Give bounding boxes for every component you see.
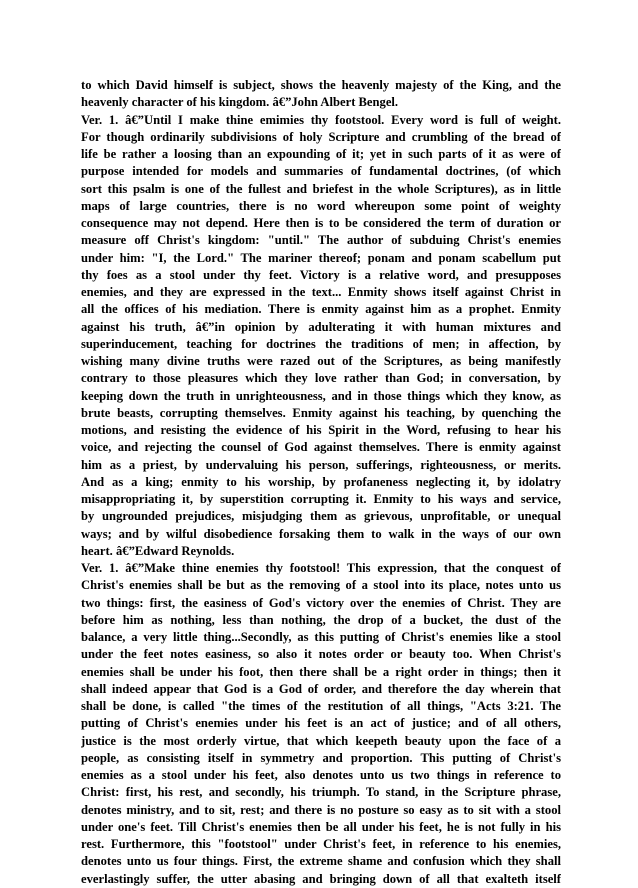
text-line: denotes ministry, and to sit, rest; and there is no posture so easy as to sit with a stool xyxy=(81,802,561,817)
text-line: Ver. 1. â€”Make thine enemies thy footstool! This expression, that the conquest of xyxy=(81,561,561,575)
text-line: enemies, and they are expressed in the text... Enmity shows itself against Christ in xyxy=(81,285,561,299)
text-line: to which David himself is subject, shows the heavenly majesty of the King, and the xyxy=(81,78,561,92)
text-line: shall be done, is called "the times of the restitution of all things, "Acts 3:21. The xyxy=(81,699,561,713)
text-line: measure off Christ's kingdom: "until." The author of subduing Christ's enemies xyxy=(81,233,561,248)
text-line: life be rather a loosing than an expounding of it; yet in such parts of it as were of xyxy=(81,147,561,161)
text-line: under him: "I, the Lord." The mariner thereof; ponam and ponam scabellum put xyxy=(81,250,561,265)
document-page xyxy=(81,77,561,888)
text-line: motions, and resisting the evidence of his Spirit in the Word, refusing to hear his xyxy=(81,423,561,437)
text-line: misappropriating it, by superstition corrupting it. Enmity to his ways and service, xyxy=(81,492,561,506)
text-line: superinducement, teaching for doctrines the traditions of men; in affection, by xyxy=(81,336,561,351)
text-line: wishing many divine truths were razed out of the Scriptures, as being manifestly xyxy=(81,354,561,368)
text-line: For though ordinarily subdivisions of holy Scripture and crumbling of the bread of xyxy=(81,129,561,144)
text-line: justice is the most orderly virtue, that which keepeth beauty upon the face of a xyxy=(81,733,561,748)
text-line: sort this psalm is one of the fullest and briefest in the whole Scriptures), as in little xyxy=(81,181,561,196)
text-line: before him as nothing, less than nothing, the drop of a bucket, the dust of the xyxy=(81,612,561,627)
text-line: rest. Furthermore, this "footstool" under Christ's feet, in reference to his enemies, xyxy=(81,837,561,851)
text-line: keeping down the truth in unrighteousness, and in those things which they know, as xyxy=(81,388,561,403)
text-line: enemies shall be under his foot, then there shall be a right order in things; then it xyxy=(81,664,561,679)
text-line: under one's feet. Till Christ's enemies then be all under his feet, he is not fully in his xyxy=(81,819,561,834)
text-line: putting of Christ's enemies under his feet is an act of justice; and of all others, xyxy=(81,716,561,731)
text-line: two things: first, the easiness of God's victory over the enemies of Christ. They are xyxy=(81,595,561,610)
text-line: everlastingly suffer, the utter abasing and bringing down of all that exalteth itself xyxy=(81,871,561,886)
text-line: under the feet notes easiness, so also it notes order or beauty too. When Christ's xyxy=(81,647,561,662)
text-line: purpose intended for models and summaries of fundamental doctrines, (of which xyxy=(81,164,561,179)
text-line: voice, and rejecting the counsel of God against themselves. There is enmity against xyxy=(81,440,561,455)
text-line: enemies as a stool under his feet, also denotes unto us two things in reference to xyxy=(81,768,561,782)
text-line: brute beasts, corrupting themselves. Enmity against his teaching, by quenching the xyxy=(81,405,561,420)
text-line: maps of large countries, there is no word whereupon some point of weighty xyxy=(81,198,561,213)
text-line: denotes unto us four things. First, the extreme shame and confusion which they shall xyxy=(81,854,561,869)
text-line: heart. â€”Edward Reynolds. xyxy=(81,543,235,558)
text-line: by ungrounded prejudices, misjudging them as grievous, unprofitable, or unequal xyxy=(81,509,561,524)
text-line: Ver. 1. â€”Until I make thine emimies thy footstool. Every word is full of weight. xyxy=(81,112,561,127)
text-line: ways; and by wilful disobedience forsaking them to walk in the ways of our own xyxy=(81,526,561,541)
text-line: And as a king; enmity to his worship, by profaneness neglecting it, by idolatry xyxy=(81,474,561,489)
text-line: balance, a very little thing...Secondly, as this putting of Christ's enemies like a stool xyxy=(81,630,561,644)
text-line: him as a priest, by undervaluing his person, sufferings, righteousness, or merits. xyxy=(81,457,561,472)
text-line: Christ's enemies shall be but as the removing of a stool into its place, notes unto us xyxy=(81,578,561,593)
text-line: people, as consisting itself in symmetry and proportion. This putting of Christ's xyxy=(81,750,561,765)
text-line: against his truth, â€”in opinion by adulterating it with human mixtures and xyxy=(81,319,561,334)
text-line: heavenly character of his kingdom. â€”John Albert Bengel. xyxy=(81,95,399,110)
text-line: shall indeed appear that God is a God of order, and therefore the day wherein that xyxy=(81,681,561,696)
text-line: thy foes as a stool under thy feet. Victory is a relative word, and presupposes xyxy=(81,267,561,282)
text-line: consequence may not depend. Here then is to be considered the term of duration or xyxy=(81,216,561,230)
text-line: Christ: first, his rest, and secondly, his triumph. To stand, in the Scripture phrase, xyxy=(81,785,561,800)
text-line: contrary to those pleasures which they love rather than God; in conversation, by xyxy=(81,371,561,386)
text-line: all the offices of his mediation. There is enmity against him as a prophet. Enmity xyxy=(81,302,561,317)
